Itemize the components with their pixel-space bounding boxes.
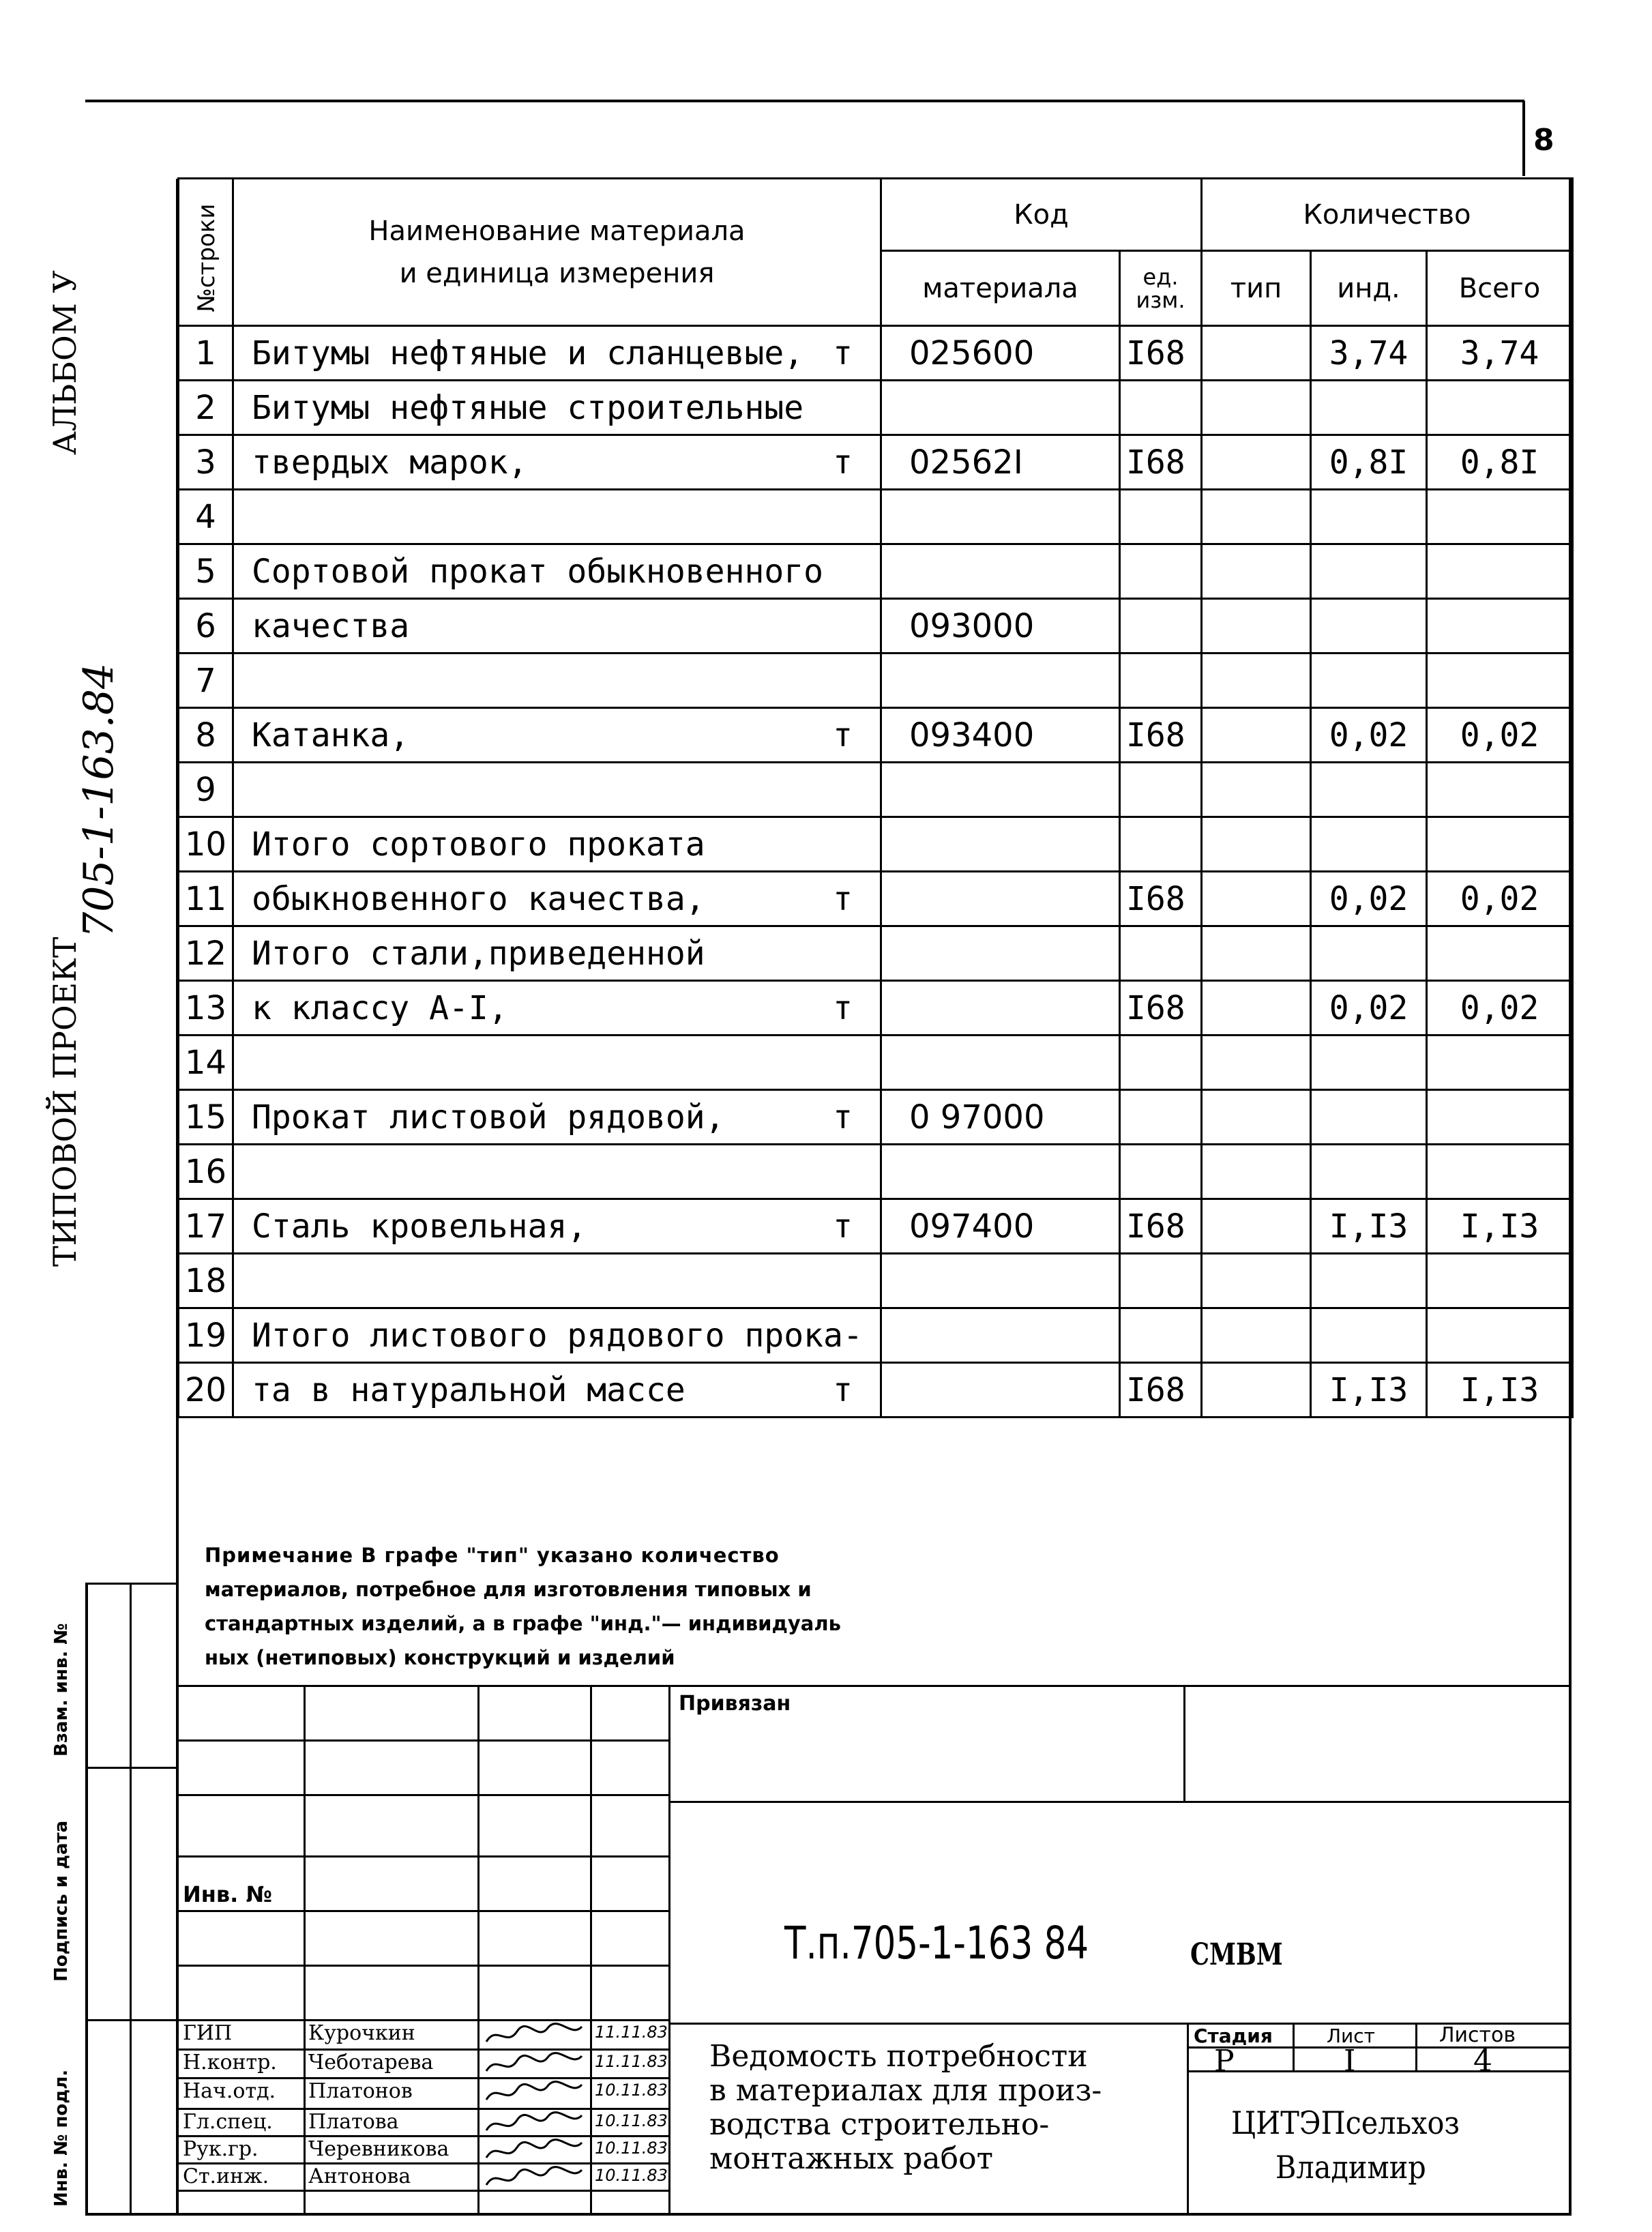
material-name <box>233 1036 881 1090</box>
material-code <box>881 872 1120 926</box>
individual-qty <box>1311 763 1427 817</box>
material-code-header: материала <box>881 251 1120 326</box>
signer-role: Гл.спец. <box>183 2110 273 2134</box>
stamp-vline <box>1187 2023 1189 2216</box>
material-name-text: Сортовой прокат обыкновенного <box>252 552 824 591</box>
table-row <box>179 1090 1573 1145</box>
row-number: 5 <box>179 544 233 599</box>
material-code: 093000 <box>881 599 1120 654</box>
total-qty: I,I3 <box>1427 1363 1573 1418</box>
sheet-title <box>709 2040 1102 2176</box>
material-name <box>233 1254 881 1308</box>
sig-hline <box>177 2019 670 2021</box>
row-number: 17 <box>179 1199 233 1254</box>
unit-code <box>1120 1254 1202 1308</box>
table-row <box>179 1308 1573 1363</box>
frame-bottom-line <box>85 2213 1572 2216</box>
signature <box>483 2137 585 2164</box>
row-number: 6 <box>179 599 233 654</box>
strip-top <box>85 1583 177 1585</box>
individual-qty: 0,8I <box>1311 435 1427 490</box>
total-qty <box>1427 1254 1573 1308</box>
type-qty <box>1202 1036 1311 1090</box>
footnote-line: ных (нетиповых) конструкций и изделий <box>205 1646 675 1669</box>
signer-role: Нач.отд. <box>183 2079 276 2103</box>
total-qty <box>1427 381 1573 435</box>
signer-name: Антонова <box>308 2164 411 2188</box>
stamp-top-line <box>177 1685 1572 1687</box>
total-qty <box>1427 654 1573 708</box>
type-qty <box>1202 817 1311 872</box>
row-number: 1 <box>179 326 233 381</box>
page-number: 8 <box>1533 123 1554 158</box>
material-name <box>233 817 881 872</box>
material-name-header: Наименование материала и единица измерения <box>233 179 881 326</box>
table-row <box>179 1145 1573 1199</box>
organization-name: ЦИТЭПсельхоз <box>1231 2104 1460 2141</box>
individual-qty <box>1311 1254 1427 1308</box>
unit-code: I68 <box>1120 1199 1202 1254</box>
strip-divider <box>130 1583 132 2216</box>
unit-code: I68 <box>1120 435 1202 490</box>
footnote-line: стандартных изделий, а в графе "инд."— индивидуаль <box>205 1612 841 1635</box>
unit-code <box>1120 1090 1202 1145</box>
total-qty <box>1427 817 1573 872</box>
sig-hline <box>177 1794 670 1796</box>
frame-right-line <box>1569 179 1572 2215</box>
material-name <box>233 654 881 708</box>
material-unit: т <box>833 988 853 1027</box>
material-name-text: Сталь кровельная, <box>252 1207 587 1246</box>
page-number-box-left <box>1522 101 1525 176</box>
material-code: 097400 <box>881 1199 1120 1254</box>
type-qty <box>1202 654 1311 708</box>
unit-code <box>1120 1308 1202 1363</box>
total-qty <box>1427 599 1573 654</box>
signer-name: Чеботарева <box>308 2051 434 2074</box>
material-name <box>233 544 881 599</box>
row-number: 19 <box>179 1308 233 1363</box>
material-name <box>233 1308 881 1363</box>
row-number: 16 <box>179 1145 233 1199</box>
total-qty: 0,02 <box>1427 708 1573 763</box>
sig-hline <box>177 2190 670 2192</box>
unit-code <box>1120 817 1202 872</box>
row-number: 9 <box>179 763 233 817</box>
unit-code: I68 <box>1120 708 1202 763</box>
material-name <box>233 1145 881 1199</box>
table-row <box>179 654 1573 708</box>
row-number: 13 <box>179 981 233 1036</box>
unit-code <box>1120 599 1202 654</box>
unit-code <box>1120 1036 1202 1090</box>
inventory-number-label: Инв. № <box>183 1881 272 1907</box>
total-qty <box>1427 1308 1573 1363</box>
unit-code <box>1120 490 1202 544</box>
top-frame-line <box>85 100 1524 102</box>
material-name <box>233 435 881 490</box>
type-qty <box>1202 872 1311 926</box>
signature-date: 10.11.83 <box>595 2081 668 2100</box>
attached-label: Привязан <box>679 1692 791 1716</box>
row-number: 2 <box>179 381 233 435</box>
individual-qty: 3,74 <box>1311 326 1427 381</box>
unit-code-header: ед. изм. <box>1120 251 1202 326</box>
material-code <box>881 544 1120 599</box>
total-qty <box>1427 1145 1573 1199</box>
unit-code: I68 <box>1120 872 1202 926</box>
material-name-text: качества <box>252 606 410 645</box>
type-qty <box>1202 926 1311 981</box>
material-unit: т <box>833 1098 853 1136</box>
sheet-title-line: в материалах для произ- <box>709 2073 1102 2108</box>
table-row <box>179 1254 1573 1308</box>
material-code <box>881 763 1120 817</box>
project-code-label: 705-1-163.84 <box>75 662 123 938</box>
total-qty: 3,74 <box>1427 326 1573 381</box>
row-number: 20 <box>179 1363 233 1418</box>
type-qty <box>1202 763 1311 817</box>
individual-qty <box>1311 654 1427 708</box>
row-number: 8 <box>179 708 233 763</box>
material-unit: т <box>833 716 853 754</box>
section-code: СМВМ <box>1190 1937 1283 1972</box>
table-row <box>179 763 1573 817</box>
total-qty: 0,8I <box>1427 435 1573 490</box>
row-number: 18 <box>179 1254 233 1308</box>
unit-code <box>1120 381 1202 435</box>
unit-code: I68 <box>1120 326 1202 381</box>
material-name <box>233 872 881 926</box>
individual-qty <box>1311 1036 1427 1090</box>
individual-qty <box>1311 490 1427 544</box>
code-group-header: Код <box>881 179 1202 251</box>
signer-name: Платова <box>308 2110 399 2134</box>
signature-date: 11.11.83 <box>595 2052 668 2071</box>
material-code <box>881 926 1120 981</box>
unit-code <box>1120 763 1202 817</box>
total-qty <box>1427 926 1573 981</box>
material-name <box>233 1090 881 1145</box>
material-name-text: Итого листового рядового прока- <box>252 1316 863 1355</box>
signer-name: Платонов <box>308 2079 413 2103</box>
type-qty <box>1202 1308 1311 1363</box>
footnote-line: Примечание В графе "тип" указано количество <box>205 1544 780 1567</box>
total-qty <box>1427 1036 1573 1090</box>
type-qty <box>1202 435 1311 490</box>
material-name-text: обыкновенного качества, <box>252 879 705 918</box>
signer-role: ГИП <box>183 2021 233 2045</box>
material-name-text: Битумы нефтяные и сланцевые, <box>252 334 804 372</box>
sig-hline <box>177 1910 670 1912</box>
material-code <box>881 654 1120 708</box>
material-name-text: Итого стали,приведенной <box>252 934 705 973</box>
type-qty <box>1202 326 1311 381</box>
organization-city: Владимир <box>1275 2149 1426 2186</box>
material-code <box>881 490 1120 544</box>
material-name <box>233 381 881 435</box>
table-row <box>179 326 1573 381</box>
table-row <box>179 1363 1573 1418</box>
sheet-title-line: Ведомость потребности <box>709 2039 1088 2074</box>
album-label: АЛЬБОМ У <box>46 270 83 455</box>
stage-value: Р <box>1214 2044 1235 2079</box>
material-code: 093400 <box>881 708 1120 763</box>
material-name <box>233 326 881 381</box>
strip-sep-2 <box>85 2019 177 2021</box>
signer-role: Н.контр. <box>183 2051 277 2074</box>
signature <box>483 2079 585 2106</box>
table-row <box>179 435 1573 490</box>
stamp-line <box>1187 2070 1572 2072</box>
material-name-text: Битумы нефтяные строительные <box>252 388 804 427</box>
unit-code <box>1120 1145 1202 1199</box>
material-code: 025600 <box>881 326 1120 381</box>
material-name-text: Итого сортового проката <box>252 825 705 864</box>
total-qty <box>1427 490 1573 544</box>
material-unit: т <box>833 334 853 372</box>
total-qty <box>1427 1090 1573 1145</box>
material-code <box>881 981 1120 1036</box>
individual-header: инд. <box>1311 251 1427 326</box>
sig-hline <box>177 1855 670 1857</box>
sheets-label: Листов <box>1439 2023 1516 2047</box>
material-name-text: та в натуральной массе <box>252 1370 685 1409</box>
material-code: 02562I <box>881 435 1120 490</box>
material-code <box>881 817 1120 872</box>
individual-qty: 0,02 <box>1311 708 1427 763</box>
signature <box>483 2110 585 2137</box>
sig-hline <box>177 1739 670 1742</box>
strip-label-signature: Подпись и дата <box>51 1820 72 1982</box>
unit-code: I68 <box>1120 1363 1202 1418</box>
row-number: 7 <box>179 654 233 708</box>
total-qty <box>1427 544 1573 599</box>
material-name <box>233 926 881 981</box>
signature <box>483 2021 585 2049</box>
row-number: 15 <box>179 1090 233 1145</box>
type-qty <box>1202 708 1311 763</box>
sheet-value: I <box>1344 2044 1356 2079</box>
strip-label-inventory: Инв. № подл. <box>51 2069 72 2207</box>
individual-qty <box>1311 599 1427 654</box>
material-name <box>233 1363 881 1418</box>
table-row <box>179 381 1573 435</box>
material-code <box>881 1308 1120 1363</box>
stage-label: Стадия <box>1194 2025 1273 2047</box>
table-row <box>179 817 1573 872</box>
material-name <box>233 981 881 1036</box>
type-qty <box>1202 1145 1311 1199</box>
material-unit: т <box>833 443 853 482</box>
row-number: 10 <box>179 817 233 872</box>
individual-qty: 0,02 <box>1311 872 1427 926</box>
material-code <box>881 1254 1120 1308</box>
stamp-vline <box>1183 1685 1185 1801</box>
signature <box>483 2164 585 2192</box>
table-row <box>179 1036 1573 1090</box>
strip-outer-line <box>85 1583 88 2216</box>
material-code <box>881 1363 1120 1418</box>
individual-qty <box>1311 544 1427 599</box>
material-unit: т <box>833 879 853 918</box>
material-name-text: Прокат листовой рядовой, <box>252 1098 725 1136</box>
unit-code <box>1120 654 1202 708</box>
sheet-label: Лист <box>1327 2025 1375 2047</box>
table-row <box>179 708 1573 763</box>
footnote <box>205 1538 1432 1675</box>
material-name-text: твердых марок, <box>252 443 528 482</box>
individual-qty <box>1311 1308 1427 1363</box>
quantity-group-header: Количество <box>1202 179 1573 251</box>
series-label: ТИПОВОЙ ПРОЕКТ <box>46 937 83 1267</box>
signature-date: 10.11.83 <box>595 2166 668 2185</box>
footnote-line: материалов, потребное для изготовления типовых и <box>205 1578 812 1601</box>
row-number: 3 <box>179 435 233 490</box>
unit-code <box>1120 926 1202 981</box>
row-number: 12 <box>179 926 233 981</box>
material-name <box>233 763 881 817</box>
table-row <box>179 872 1573 926</box>
table-row <box>179 599 1573 654</box>
table-row <box>179 544 1573 599</box>
signature-date: 11.11.83 <box>595 2023 668 2042</box>
sig-hline <box>177 1965 670 1967</box>
signer-name: Курочкин <box>308 2021 415 2045</box>
material-code: 0 97000 <box>881 1090 1120 1145</box>
individual-qty <box>1311 1145 1427 1199</box>
document-code: Т.п.705-1-163 84 <box>784 1917 1089 1969</box>
unit-code <box>1120 544 1202 599</box>
material-name-text: Катанка, <box>252 716 410 754</box>
type-qty <box>1202 981 1311 1036</box>
sheets-value: 4 <box>1473 2044 1492 2079</box>
row-number: 14 <box>179 1036 233 1090</box>
type-qty <box>1202 490 1311 544</box>
material-code <box>881 1145 1120 1199</box>
table-row <box>179 1199 1573 1254</box>
table-row <box>179 490 1573 544</box>
individual-qty: I,I3 <box>1311 1199 1427 1254</box>
sheet-title-line: монтажных работ <box>709 2141 993 2176</box>
total-qty: I,I3 <box>1427 1199 1573 1254</box>
strip-label-exchange: Взам. инв. № <box>51 1623 72 1757</box>
material-code <box>881 1036 1120 1090</box>
signer-name: Черевникова <box>308 2137 449 2161</box>
row-number: 4 <box>179 490 233 544</box>
signer-role: Ст.инж. <box>183 2164 269 2188</box>
type-qty <box>1202 1090 1311 1145</box>
table-row <box>179 926 1573 981</box>
strip-sep-1 <box>85 1767 177 1769</box>
signature-date: 10.11.83 <box>595 2111 668 2130</box>
table-row <box>179 981 1573 1036</box>
type-qty <box>1202 1254 1311 1308</box>
row-number-header: №строки <box>179 179 233 326</box>
unit-code: I68 <box>1120 981 1202 1036</box>
type-qty <box>1202 1363 1311 1418</box>
type-qty <box>1202 381 1311 435</box>
total-qty <box>1427 763 1573 817</box>
total-qty: 0,02 <box>1427 981 1573 1036</box>
individual-qty: 0,02 <box>1311 981 1427 1036</box>
type-header: тип <box>1202 251 1311 326</box>
material-code <box>881 381 1120 435</box>
total-qty: 0,02 <box>1427 872 1573 926</box>
stamp-line <box>668 2023 1572 2025</box>
material-unit: т <box>833 1370 853 1409</box>
sheet-title-line: водства строительно- <box>709 2107 1050 2142</box>
type-qty <box>1202 599 1311 654</box>
individual-qty <box>1311 1090 1427 1145</box>
type-qty <box>1202 544 1311 599</box>
stamp-line <box>668 1801 1572 1803</box>
material-name-text: к классу А-I, <box>252 988 508 1027</box>
signer-role: Рук.гр. <box>183 2137 259 2161</box>
materials-table <box>177 177 1574 1418</box>
type-qty <box>1202 1199 1311 1254</box>
material-unit: т <box>833 1207 853 1246</box>
material-name <box>233 708 881 763</box>
row-number: 11 <box>179 872 233 926</box>
material-name <box>233 599 881 654</box>
individual-qty <box>1311 817 1427 872</box>
signature-date: 10.11.83 <box>595 2139 668 2158</box>
signature <box>483 2051 585 2078</box>
individual-qty: I,I3 <box>1311 1363 1427 1418</box>
material-name <box>233 1199 881 1254</box>
individual-qty <box>1311 381 1427 435</box>
individual-qty <box>1311 926 1427 981</box>
material-name <box>233 490 881 544</box>
total-header: Всего <box>1427 251 1573 326</box>
